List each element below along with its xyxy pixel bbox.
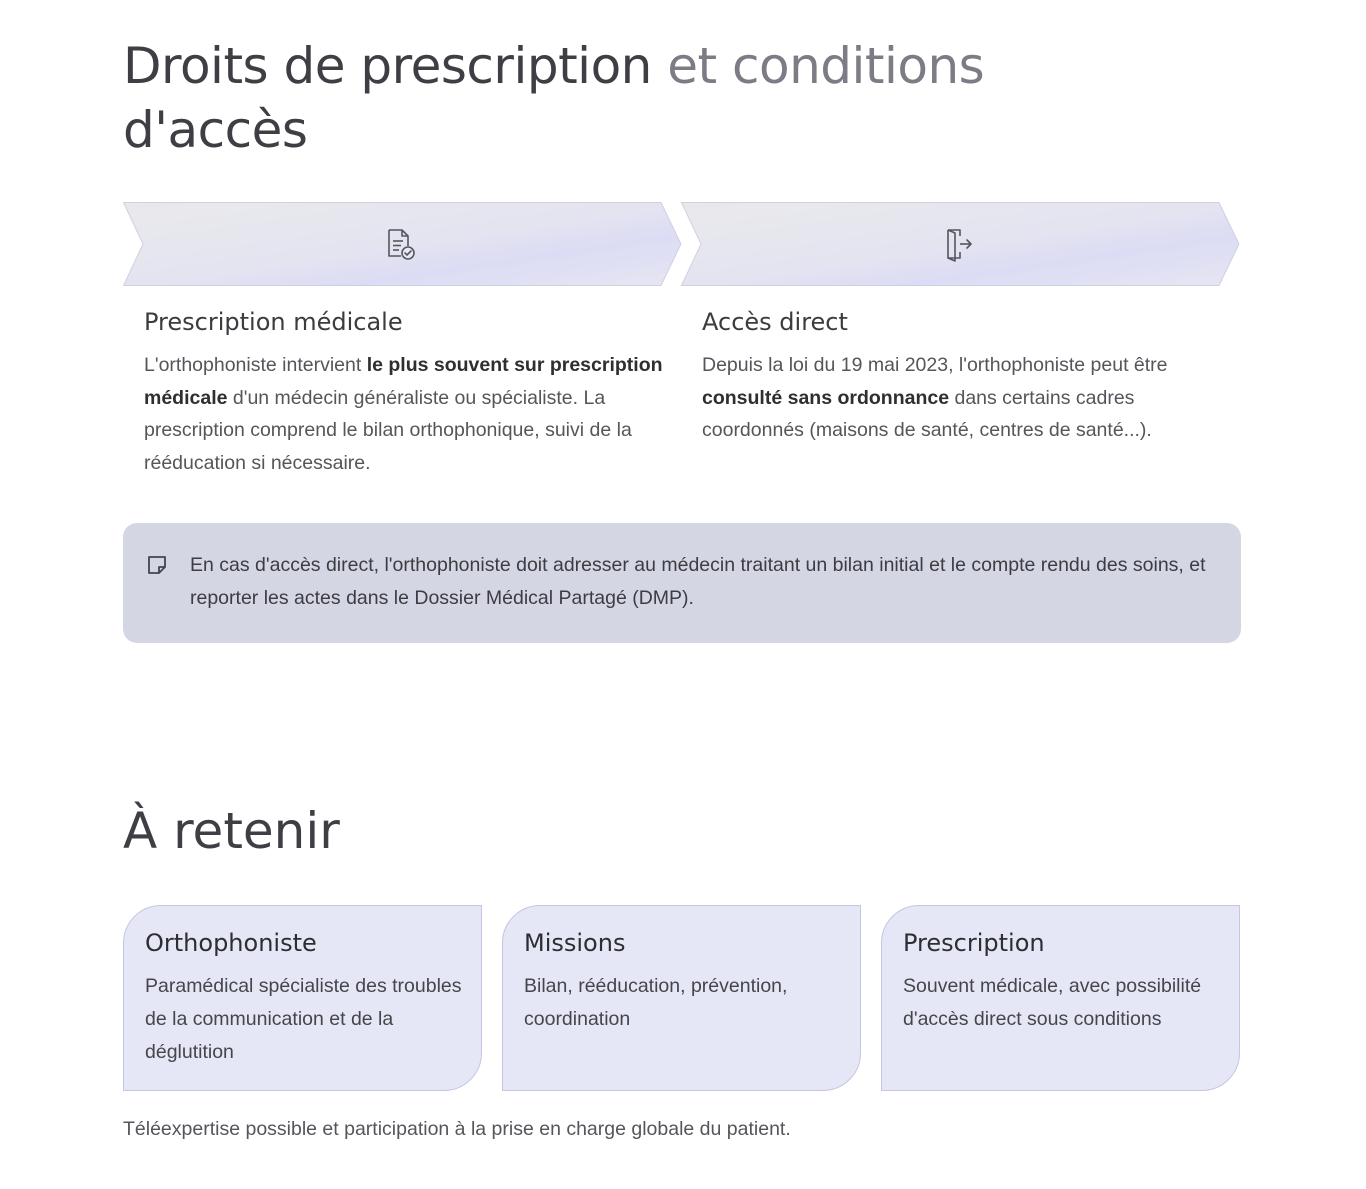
body-text: d'un médecin généraliste ou spécialiste. La prescription comprend le bilan orthophonique, suivi de la rééducation si nécessaire.	[144, 386, 632, 474]
card-text: Bilan, rééducation, prévention, coordination	[524, 975, 788, 1030]
note-text: En cas d'accès direct, l'orthophoniste doit adresser au médecin traitant un bilan initial et le compte rendu des soins, et reporter les actes dans le Dossier Médical Partagé (DMP).	[190, 554, 1206, 609]
body-text: dans certains cadres coordonnés (maisons de santé, centres de santé...).	[702, 386, 1152, 441]
step-chevron-acces-direct	[681, 202, 1241, 286]
footer-note: Téléexpertise possible et participation à la prise en charge globale du patient.	[123, 1118, 791, 1140]
body-text: L'orthophoniste intervient	[144, 354, 367, 376]
step-chevron-prescription	[123, 202, 683, 286]
sticky-note-icon	[146, 554, 168, 576]
emphasis-text: consulté sans ordonnance	[702, 386, 950, 409]
info-note	[123, 523, 1241, 643]
title-part-3: d'accès	[123, 101, 308, 159]
document-check-icon	[383, 226, 419, 262]
summary-card-orthophoniste	[123, 905, 482, 1091]
step-column-prescription	[144, 305, 664, 479]
section-title-prescription	[123, 34, 1123, 162]
step-text-prescription	[144, 349, 664, 479]
process-steps	[123, 202, 1241, 286]
title-part-1: Droits de prescription	[123, 37, 652, 95]
title-part-2: et conditions	[667, 37, 985, 95]
summary-card-prescription	[881, 905, 1240, 1091]
body-text: Depuis la loi du 19 mai 2023, l'orthophoniste peut être	[702, 354, 1168, 376]
card-title: Missions	[524, 929, 626, 957]
emphasis-text: le plus souvent sur prescription médicale	[144, 354, 663, 409]
door-exit-icon	[941, 226, 977, 262]
card-text: Souvent médicale, avec possibilité d'accès direct sous conditions	[903, 975, 1202, 1030]
step-text-acces-direct	[702, 349, 1222, 447]
step-heading-prescription: Prescription médicale	[144, 308, 403, 336]
step-heading-acces-direct: Accès direct	[702, 308, 848, 336]
summary-card-missions	[502, 905, 861, 1091]
card-title: Prescription	[903, 929, 1045, 957]
step-column-acces-direct	[702, 305, 1222, 447]
card-title: Orthophoniste	[145, 929, 317, 957]
section-title-retenir: À retenir	[123, 802, 340, 860]
card-text: Paramédical spécialiste des troubles de la communication et de la déglutition	[145, 975, 462, 1063]
